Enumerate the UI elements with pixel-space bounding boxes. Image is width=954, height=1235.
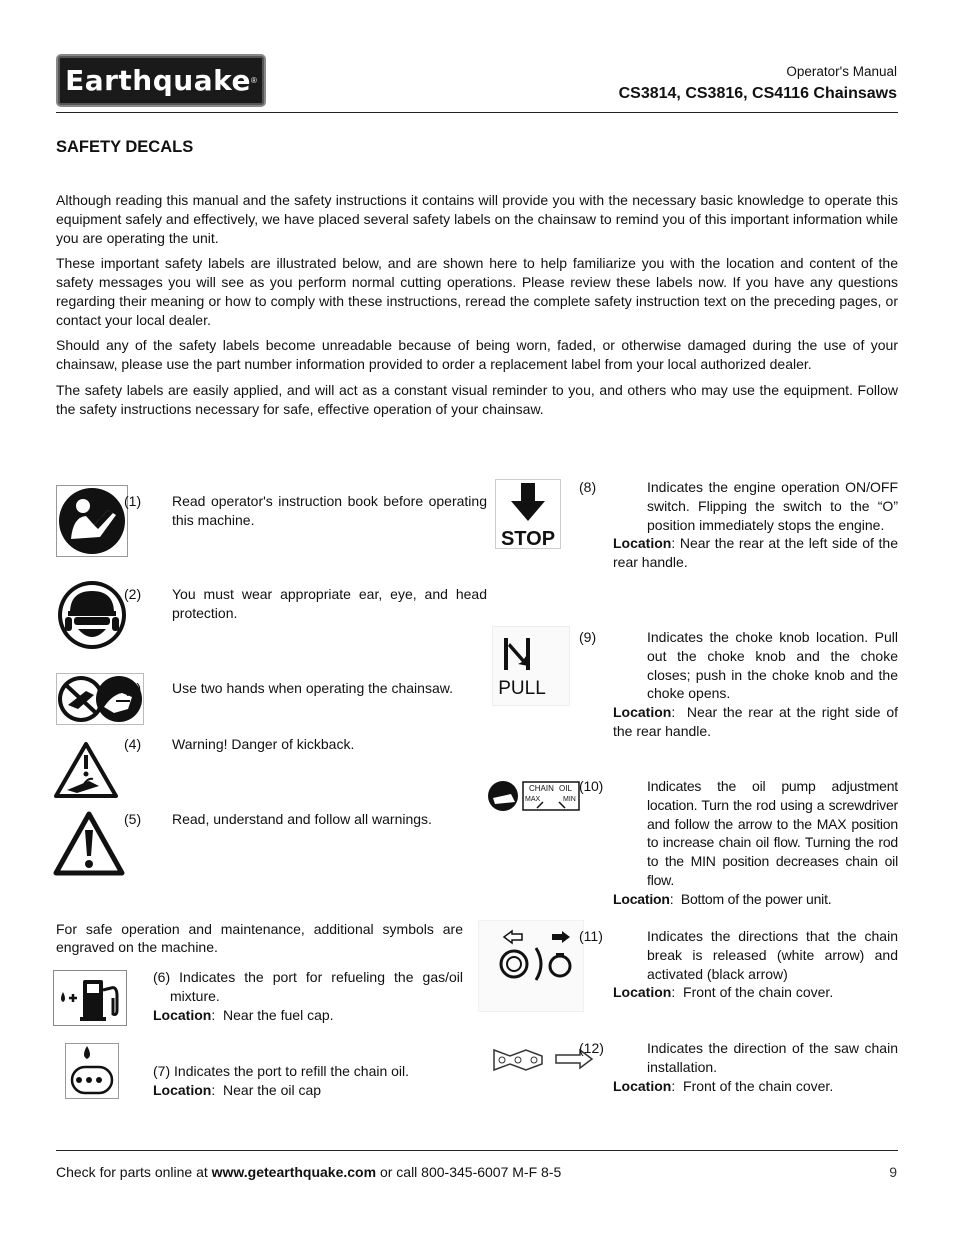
decal-5-number: (5) bbox=[124, 811, 142, 827]
decal-2-text bbox=[124, 585, 487, 623]
decal-4-text bbox=[124, 735, 487, 754]
decal-7-location-label: Location bbox=[153, 1081, 212, 1098]
decal-11-location: Front of the chain cover. bbox=[683, 984, 834, 1001]
decal-12-number: (12) bbox=[579, 1040, 604, 1056]
oil-label: OIL bbox=[559, 784, 572, 793]
decal-12-text: (12) Indicates the direction of the saw chain installation. Location: Front of the chain cover. bbox=[579, 1040, 898, 1094]
protection-icon bbox=[56, 579, 128, 651]
decal-3-text bbox=[124, 679, 492, 698]
decal-6-location: Near the fuel cap. bbox=[223, 1006, 334, 1023]
intro-paragraph-4: The safety labels are easily applied, and will act as a constant visual reminder to you, and others who may use the equipment. Follow the safety instructions necessary for safe, effective operation of your chainsaw. bbox=[56, 382, 898, 417]
decal-7-desc: Indicates the port to refill the chain oil. bbox=[174, 1063, 410, 1079]
stop-icon bbox=[495, 479, 561, 549]
pull-label: PULL bbox=[498, 678, 546, 699]
decal-8-desc: Indicates the engine operation ON/OFF switch. Flipping the switch to the “O” position immediately stops the engine. bbox=[647, 479, 898, 533]
earthquake-logo bbox=[56, 54, 266, 107]
decal-5-text bbox=[124, 810, 487, 829]
max-label: MAX bbox=[525, 796, 541, 803]
min-label: MIN bbox=[563, 796, 576, 803]
footer-text bbox=[56, 1164, 561, 1180]
decal-6-desc: Indicates the port for refueling the gas/oil mixture. bbox=[170, 969, 463, 1004]
decal-2-desc: You must wear appropriate ear, eye, and head protection. bbox=[172, 586, 487, 621]
decal-11-number: (11) bbox=[579, 928, 603, 944]
chain-label: CHAIN bbox=[529, 784, 554, 793]
chain-oil-icon bbox=[65, 1043, 119, 1099]
intro-paragraph-1: Although reading this manual and the safety instructions it contains will provide you with the necessary basic knowledge to operate this equipment safely and effectively, we have placed several safety labels on the chainsaw to remind you of this important information while you are operating the unit. bbox=[56, 192, 898, 246]
logo-text: Earthquake bbox=[65, 64, 251, 97]
decal-8-location-label: Location bbox=[613, 535, 672, 552]
intro-paragraph-3: Should any of the safety labels become unreadable because of being worn, faded, or otherwise damaged during the use of your chainsaw, please use the part number information provided to order a replacement label from your local authorized dealer. bbox=[56, 337, 898, 372]
decal-10-text: (10) Indicates the oil pump adjustment location. Turn the rod using a screwdriver and follow the arrow to the MAX position to increase chain oil flow. Turning the rod to the MIN position decreases chain oil flow. Location: Bottom of the power unit. bbox=[579, 778, 898, 907]
decal-1-text bbox=[124, 492, 487, 530]
decal-4-desc: Warning! Danger of kickback. bbox=[172, 736, 355, 752]
decal-1-desc: Read operator's instruction book before operating this machine. bbox=[172, 493, 487, 528]
decal-9-desc: Indicates the choke knob location. Pull out the choke knob and the choke closes; push in the choke knob and the choke opens. bbox=[647, 629, 898, 702]
oil-pump-icon bbox=[487, 780, 581, 812]
registered-mark: ® bbox=[250, 76, 257, 85]
decal-6-text: (6) Indicates the port for refueling the gas/oil mixture. Location: Near the fuel cap. bbox=[153, 969, 463, 1023]
decal-5-desc: Read, understand and follow all warnings. bbox=[172, 811, 432, 827]
decal-8-text: (8) Indicates the engine operation ON/OFF switch. Flipping the switch to the “O” position immediately stops the engine. Location: Near the rear at the left side of the rear handle. bbox=[579, 479, 898, 571]
decal-3-number: (3) bbox=[124, 680, 142, 696]
decal-11-location-label: Location bbox=[613, 984, 672, 1001]
warning-icon bbox=[53, 810, 125, 878]
decal-8-number: (8) bbox=[579, 479, 597, 495]
decal-9-text: (9) Indicates the choke knob location. Pull out the choke knob and the choke closes; push in the choke knob and the choke opens. Location: Near the rear at the right side of the rear handle. bbox=[579, 629, 899, 739]
page-number: 9 bbox=[889, 1164, 897, 1180]
engraved-intro: For safe operation and maintenance, additional symbols are engraved on the machine. bbox=[56, 921, 463, 955]
decal-9-location: Near the rear at the right side of the rear handle. bbox=[613, 704, 899, 739]
doc-type: Operator's Manual bbox=[786, 64, 897, 79]
decal-1-number: (1) bbox=[124, 493, 142, 509]
decal-11-desc: Indicates the directions that the chain break is released (white arrow) and activated (black arrow) bbox=[647, 928, 898, 982]
decal-6-number: (6) bbox=[153, 969, 171, 985]
decal-10-desc: Indicates the oil pump adjustment location. Turn the rod using a screwdriver and follow the arrow to the MAX position to increase chain oil flow. Turning the rod to the MIN position decreases chain oil flow. bbox=[647, 778, 898, 888]
decal-9-location-label: Location bbox=[613, 704, 672, 721]
decal-9-number: (9) bbox=[579, 629, 597, 645]
kickback-icon bbox=[53, 741, 119, 799]
decal-4-number: (4) bbox=[124, 736, 142, 752]
decal-7-number: (7) bbox=[153, 1063, 171, 1079]
decal-11-text: (11) Indicates the directions that the chain break is released (white arrow) and activated (black arrow) Location: Front of the chain cover. bbox=[579, 928, 898, 1001]
manual-icon bbox=[56, 485, 128, 557]
footer-rule bbox=[56, 1150, 898, 1151]
footer-prefix: Check for parts online at bbox=[56, 1164, 212, 1180]
doc-models: CS3814, CS3816, CS4116 Chainsaws bbox=[618, 85, 897, 102]
decal-6-location-label: Location bbox=[153, 1006, 212, 1023]
chain-brake-icon bbox=[478, 920, 584, 1012]
decal-10-number: (10) bbox=[579, 778, 604, 794]
footer-suffix: or call 800-345-6007 M-F 8-5 bbox=[376, 1164, 562, 1180]
decal-12-location-label: Location bbox=[613, 1077, 672, 1094]
intro-paragraph-2: These important safety labels are illustrated below, and are shown here to help familiarize you with the location and content of the safety messages you will see as you perform normal cutting operations. Please review these labels now. If you have any questions regarding their meaning or how to comply with these instructions, reread the complete safety instruction text on the preceding pages, or contact your local dealer. bbox=[56, 255, 898, 328]
header-rule bbox=[56, 112, 898, 113]
footer-link[interactable]: www.getearthquake.com bbox=[211, 1164, 377, 1180]
stop-label: STOP bbox=[500, 528, 556, 550]
decal-3-desc: Use two hands when operating the chainsaw. bbox=[172, 680, 453, 696]
fuel-icon bbox=[53, 970, 127, 1026]
decal-10-location-label: Location bbox=[613, 890, 670, 907]
decal-7-text: (7) Indicates the port to refill the chain oil. Location: Near the oil cap bbox=[153, 1063, 410, 1098]
decal-7-location: Near the oil cap bbox=[223, 1081, 322, 1098]
decal-12-desc: Indicates the direction of the saw chain installation. bbox=[647, 1040, 898, 1075]
choke-icon bbox=[492, 626, 570, 706]
section-title: SAFETY DECALS bbox=[56, 138, 194, 156]
decal-2-number: (2) bbox=[124, 586, 142, 602]
decal-10-location: Bottom of the power unit. bbox=[680, 890, 832, 907]
decal-8-location: Near the rear at the left side of the rear handle. bbox=[613, 535, 898, 571]
decal-12-location: Front of the chain cover. bbox=[683, 1077, 834, 1094]
